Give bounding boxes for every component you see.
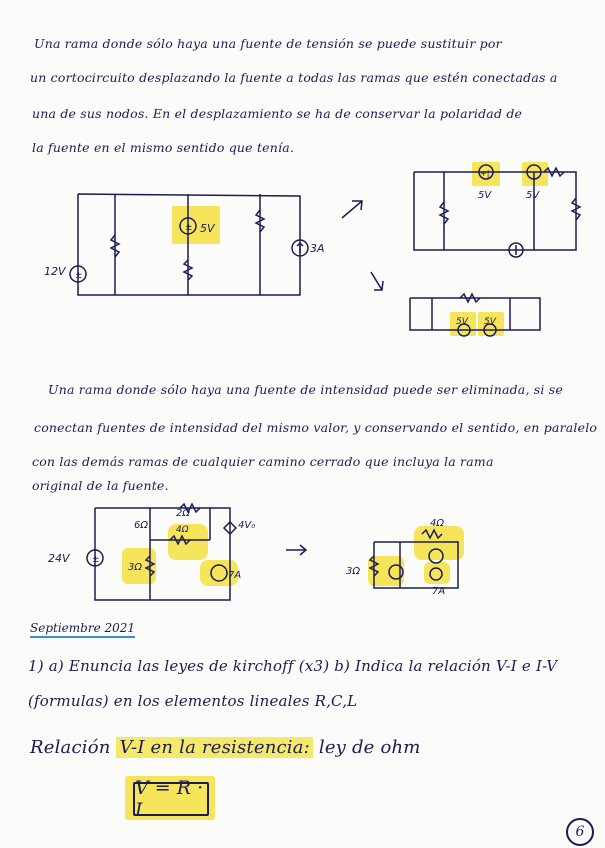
svg-text:±: ± [92,555,100,565]
svg-text:±: ± [75,271,83,281]
c1-source-mid: 5V [200,222,215,235]
formula-highlight [125,776,215,820]
relation-line [30,737,421,758]
c4-dep: 4V₀ [238,520,256,531]
svg-text:+|: +| [480,169,490,178]
c3-label-b: 5V [484,317,496,327]
paragraph2-line4: original de la fuente. [32,478,169,493]
section-heading: Septiembre 2021 [30,621,135,638]
relation-highlight: V-I en la resistencia: [116,737,312,758]
paragraph1-line3: una de sus nodos. En el desplazamiento se ha de conservar la polaridad de [32,106,523,121]
paragraph1-line4: la fuente en el mismo sentido que tenía. [32,140,295,155]
c4-r2: 2Ω [176,508,191,519]
paragraph2-line1: Una rama donde sólo haya una fuente de intensidad puede ser eliminada, si se [48,382,564,397]
paragraph2-line2: conectan fuentes de intensidad del mismo valor, y conservando el sentido, en paralelo [34,420,598,435]
page-number: 6 [566,818,594,846]
c2-label-a: 5V [478,190,492,201]
paragraph1-line2: un cortocircuito desplazando la fuente a todas las ramas que estén conectadas a [30,70,558,85]
c4-r4: 4Ω [176,525,189,535]
circuit-3 [400,286,550,344]
c4-r3: 3Ω [128,562,143,573]
c5-r3: 3Ω [346,566,361,577]
circuit-5 [340,512,480,596]
question-line2: (formulas) en los elementos lineales R,C,L [28,692,358,710]
paragraph1-line1: Una rama donde sólo haya una fuente de tensión se puede sustituir por [34,36,502,51]
c2-label-b: 5V [526,190,540,201]
circuit-2 [384,158,584,262]
c5-r4: 4Ω [430,518,445,529]
paragraph2-line3: con las demás ramas de cualquier camino cerrado que incluya la rama [32,454,494,469]
c1-source-left: 12V [44,265,66,278]
c3-label-a: 5V [456,317,468,327]
svg-text:±: ± [185,223,193,233]
c4-r6: 6Ω [134,520,149,531]
circuit-1 [40,180,340,305]
circuit-4 [40,500,280,610]
formula: V = R · I [133,782,209,816]
relation-prefix: Relación [30,737,111,758]
relation-suffix: ley de ohm [318,737,421,758]
arrow-down-icon [366,268,390,296]
arrow-right-icon [284,542,310,558]
c4-src-i: 7A [228,570,242,581]
arrow-right-up-icon [338,196,368,222]
c1-source-right: 3A [310,242,325,255]
c4-source-v: 24V [48,552,70,565]
question-line1: 1) a) Enuncia las leyes de kirchoff (x3) b) Indica la relación V-I e I-V [28,657,558,675]
c5-src-i: 7A [432,586,446,596]
